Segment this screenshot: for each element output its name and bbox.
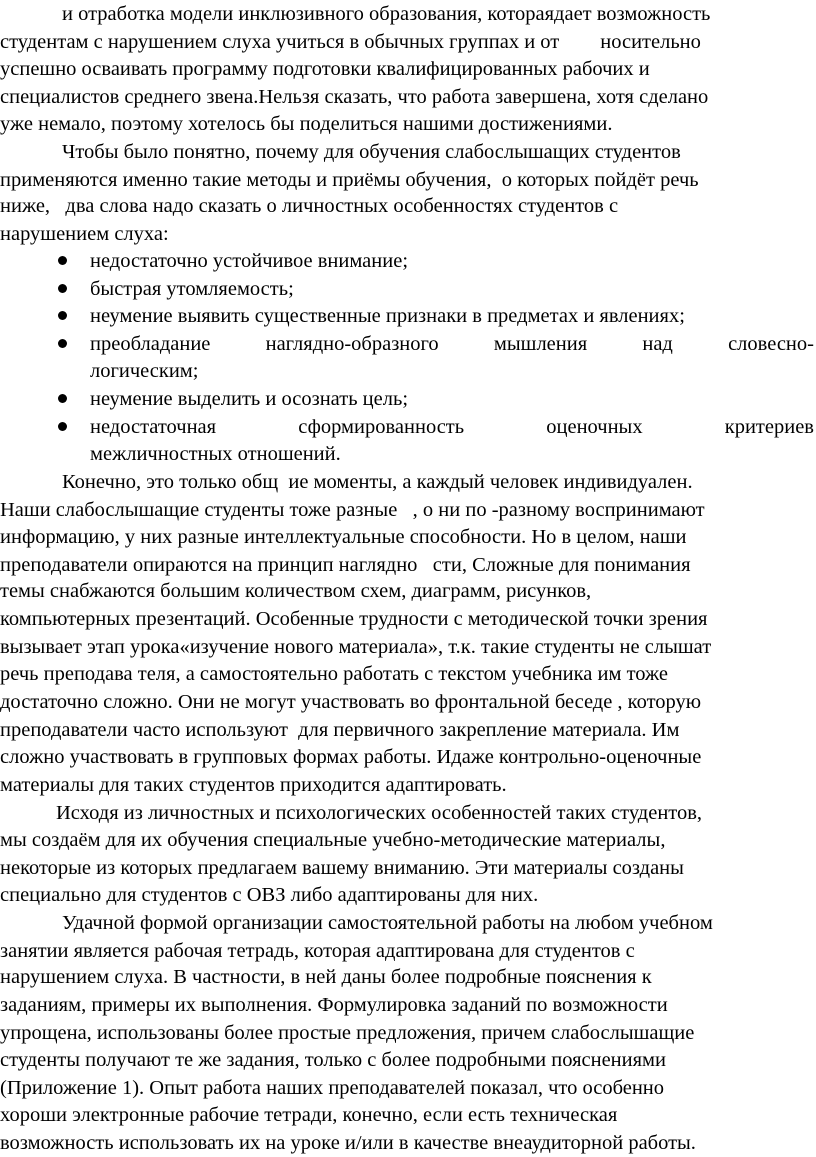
- list-item: недостаточно устойчивое внимание;: [90, 250, 409, 273]
- bullet-icon: [58, 339, 67, 348]
- text-line: материалы для таких студентов приходится адаптировать.: [0, 773, 507, 796]
- word: критериев: [724, 415, 814, 438]
- text-line: темы снабжаются большим количеством схем, диаграмм, рисунков,: [0, 580, 592, 603]
- list-item-continuation: межличностных отношений.: [90, 442, 341, 465]
- list-item-justified: [90, 330, 816, 358]
- list-item: быстрая утомляемость;: [90, 278, 294, 301]
- text-line: успешно осваивать программу подготовки квалифицированных рабочих и: [0, 57, 650, 80]
- text-line: хороши электронные рабочие тетради, конечно, если есть техническая: [0, 1104, 618, 1127]
- bullet-icon: [58, 394, 67, 403]
- text-line: упрощена, использованы более простые предложения, причем слабослышащие: [0, 1022, 695, 1045]
- text-line: уже немало, поэтому хотелось бы поделиться нашими достижениями.: [0, 112, 613, 135]
- list-item: неумение выявить существенные признаки в предметах и явлениях;: [90, 305, 685, 328]
- word: словесно-: [728, 333, 814, 356]
- text-line: речь преподава теля, а самостоятельно работать с текстом учебника им тоже: [0, 663, 669, 686]
- text-line: занятии является рабочая тетрадь, которая адаптирована для студентов с: [0, 939, 635, 962]
- list-item-justified: [90, 413, 816, 441]
- word: преобладание: [90, 333, 211, 356]
- text-line: заданиям, примеры их выполнения. Формулировка заданий по возможности: [0, 994, 668, 1017]
- text-line: специально для студентов с ОВЗ либо адаптированы для них.: [0, 883, 539, 906]
- word: над: [642, 333, 673, 356]
- word: мышления: [493, 333, 588, 356]
- text-line: студенты получают те же задания, только с более подробными пояснениями: [0, 1049, 666, 1072]
- text-line: информацию, у них разные интеллектуальные способности. Но в целом, наши: [0, 525, 687, 548]
- text-line: ниже, два слова надо сказать о личностных особенностях студентов с: [0, 195, 619, 218]
- bullet-icon: [58, 284, 67, 293]
- word: оценочных: [546, 415, 643, 438]
- bullet-icon: [58, 422, 67, 431]
- text-line: достаточно сложно. Они не могут участвовать во фронтальной беседе , которую: [0, 691, 702, 714]
- text-line: сложно участвовать в групповых формах работы. Идаже контрольно-оценочные: [0, 746, 702, 769]
- bullet-icon: [58, 256, 67, 265]
- word: сформированность: [298, 415, 465, 438]
- word: недостаточная: [90, 415, 217, 438]
- text-line: вызывает этап урока«изучение нового материала», т.к. такие студенты не слышат: [0, 636, 712, 659]
- text-line: мы создаём для их обучения специальные учебно-методические материалы,: [0, 828, 666, 851]
- text-line: и отработка модели инклюзивного образования, котораядает возможность: [62, 3, 711, 25]
- text-line: нарушением слуха:: [0, 223, 169, 246]
- text-line: специалистов среднего звена.Нельзя сказать, что работа завершена, хотя сделано: [0, 85, 709, 108]
- list-item: неумение выделить и осознать цель;: [90, 387, 409, 410]
- text-line: преподаватели опираются на принцип наглядно сти, Сложные для понимания: [0, 553, 691, 576]
- text-line: Удачной формой организации самостоятельной работы на любом учебном: [62, 911, 713, 934]
- text-line: Конечно, это только общ ие моменты, а каждый человек индивидуален.: [62, 470, 693, 493]
- text-line: применяются именно такие методы и приёмы обучения, о которых пойдёт речь: [0, 168, 699, 191]
- word: наглядно-образного: [265, 333, 439, 356]
- text-line: студентам с нарушением слуха учиться в обычных группах и от носительно: [0, 30, 701, 53]
- text-line: возможность использовать их на уроке и/или в качестве внеаудиторной работы.: [0, 1132, 696, 1154]
- bullet-icon: [58, 311, 67, 320]
- text-line: нарушением слуха. В частности, в ней даны более подробные пояснения к: [0, 966, 652, 989]
- text-line: Чтобы было понятно, почему для обучения слабослышащих студентов: [62, 140, 681, 163]
- text-line: некоторые из которых предлагаем вашему вниманию. Эти материалы созданы: [0, 856, 684, 879]
- text-line: Наши слабослышащие студенты тоже разные , о ни по -разному воспринимают: [0, 498, 705, 521]
- text-line: преподаватели часто используют для первичного закрепление материала. Им: [0, 719, 680, 742]
- text-line: компьютерных презентаций. Особенные трудности с методической точки зрения: [0, 608, 708, 631]
- text-line: (Приложение 1). Опыт работа наших преподавателей показал, что особенно: [0, 1077, 665, 1100]
- list-item-continuation: логическим;: [90, 360, 199, 383]
- text-line: Исходя из личностных и психологических особенностей таких студентов,: [56, 801, 703, 824]
